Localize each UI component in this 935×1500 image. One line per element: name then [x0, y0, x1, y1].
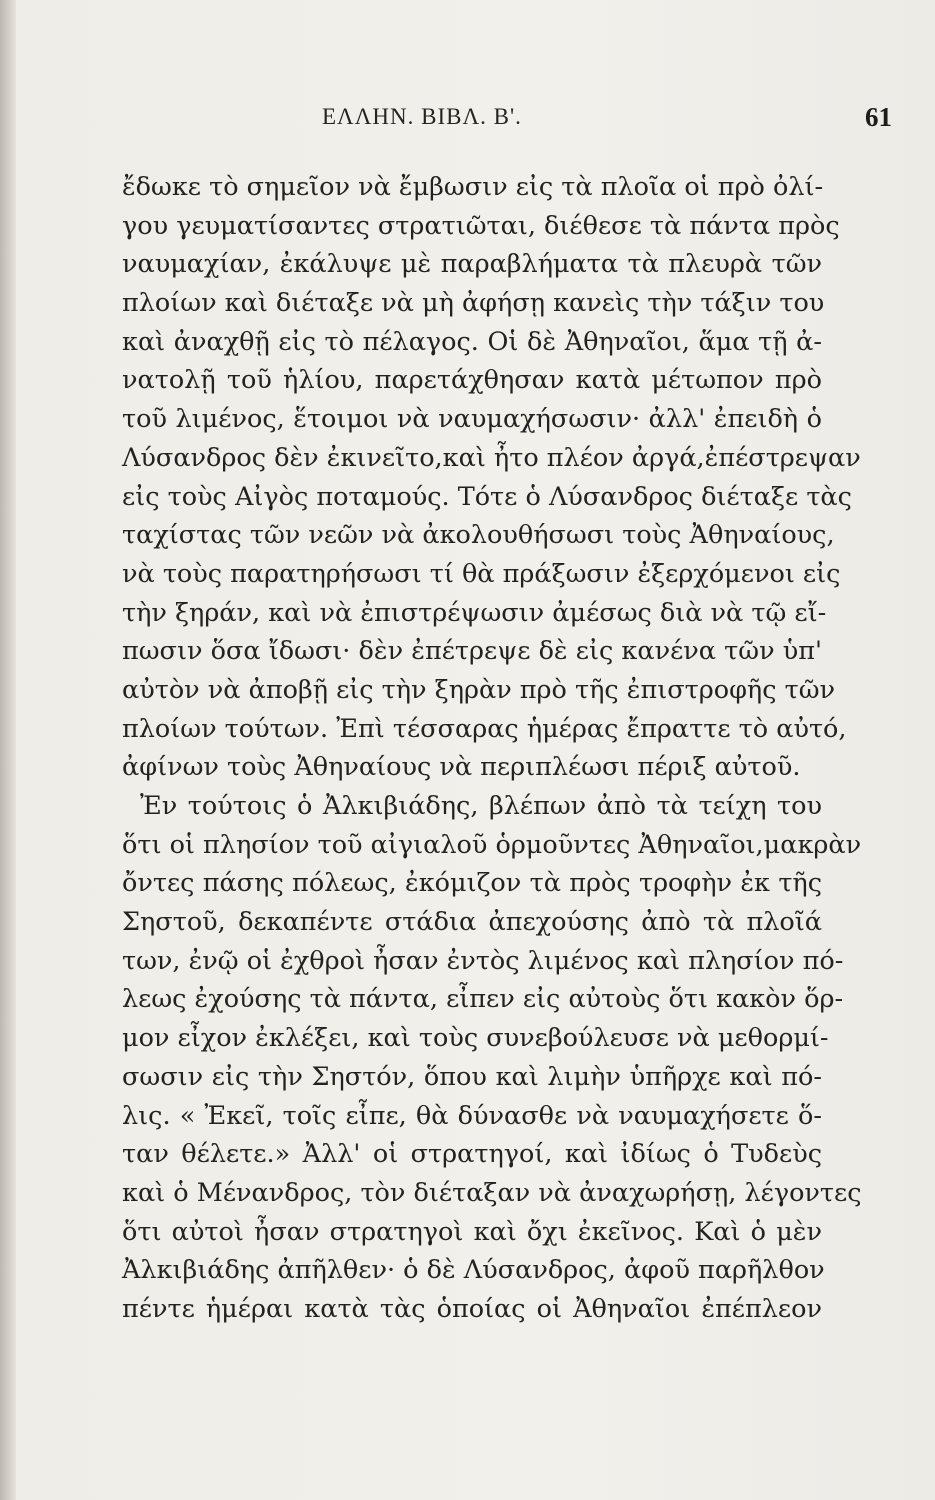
text-line: καὶ ἀναχθῇ εἰς τὸ πέλαγος. Οἱ δὲ Ἀθηναῖοι, ἅμα τῇ ἀ- — [122, 326, 822, 357]
text-line: γου γευματίσαντες στρατιῶται, διέθεσε τὰ πάντα πρὸς — [122, 210, 840, 241]
text-line: αὐτὸν νὰ ἀποβῇ εἰς τὴν ξηρὰν πρὸ τῆς ἐπιστροφῆς τῶν — [122, 674, 836, 705]
text-line: σωσιν εἰς τὴν Σηστόν, ὅπου καὶ λιμὴν ὑπῆρχε καὶ πό- — [122, 1061, 822, 1092]
text-line: λις. « Ἐκεῖ, τοῖς εἶπε, θὰ δύνασθε νὰ ναυμαχήσετε ὅ- — [122, 1100, 822, 1131]
text-line: πλοίων καὶ διέταξε νὰ μὴ ἀφήσῃ κανεὶς τὴν τάξιν του — [122, 288, 825, 319]
text-line: Λύσανδρος δὲν ἐκινεῖτο,καὶ ἦτο πλέον ἀργά,ἐπέστρεψαν — [122, 442, 861, 473]
text-line: ὄντες πάσης πόλεως, ἐκόμιζον τὰ πρὸς τροφὴν ἐκ τῆς — [122, 868, 822, 899]
paragraph-start-line: Ἐν τούτοις ὁ Ἀλκιβιάδης, βλέπων ἀπὸ τὰ τείχη του — [140, 791, 822, 821]
text-line: ταχίστας τῶν νεῶν νὰ ἀκολουθήσωσι τοὺς Ἀθηναίους, — [122, 520, 835, 551]
page-number: 61 — [865, 102, 892, 132]
text-line: εἰς τοὺς Αἰγὸς ποταμούς. Τότε ὁ Λύσανδρος διέταξε τὰς — [122, 481, 852, 512]
body-text — [122, 168, 862, 1329]
running-title: ΕΛΛΗΝ. ΒΙΒΛ. Β'. — [322, 104, 522, 129]
text-line: ἔδωκε τὸ σημεῖον νὰ ἔμβωσιν εἰς τὰ πλοῖα οἱ πρὸ ὀλί- — [122, 172, 824, 202]
text-line: καὶ ὁ Μένανδρος, τὸν διέταξαν νὰ ἀναχωρήσῃ, λέγοντες — [122, 1177, 862, 1208]
paragraph-end-line: ἀφίνων τοὺς Ἀθηναίους νὰ περιπλέωσι πέριξ αὐτοῦ. — [122, 752, 801, 783]
text-line: ὅτι αὐτοὶ ἦσαν στρατηγοὶ καὶ ὄχι ἐκεῖνος. Καὶ ὁ μὲν — [122, 1216, 822, 1247]
text-line: πλοίων τούτων. Ἐπὶ τέσσαρας ἡμέρας ἔπραττε τὸ αὐτό, — [122, 713, 847, 744]
text-line: μον εἶχον ἐκλέξει, καὶ τοὺς συνεβούλευσε νὰ μεθορμί- — [122, 1023, 829, 1054]
page-gutter-shadow — [0, 0, 16, 1500]
text-line: νὰ τοὺς παρατηρήσωσι τί θὰ πράξωσιν ἐξερχόμενοι εἰς — [122, 558, 841, 589]
page-header — [0, 104, 935, 144]
text-line: τὴν ξηράν, καὶ νὰ ἐπιστρέψωσιν ἀμέσως διὰ νὰ τῷ εἴ- — [122, 597, 827, 628]
text-line: πέντε ἡμέραι κατὰ τὰς ὁποίας οἱ Ἀθηναῖοι ἐπέπλεον — [122, 1293, 822, 1324]
text-line: ταν θέλετε.» Ἀλλ' οἱ στρατηγοί, καὶ ἰδίως ὁ Τυδεὺς — [122, 1139, 822, 1170]
text-line: των, ἐνῷ οἱ ἐχθροὶ ἦσαν ἐντὸς λιμένος καὶ πλησίον πό- — [122, 945, 844, 976]
text-line: ὅτι οἱ πλησίον τοῦ αἰγιαλοῦ ὁρμοῦντες Ἀθηναῖοι,μακρὰν — [122, 829, 862, 860]
text-line: τοῦ λιμένος, ἕτοιμοι νὰ ναυμαχήσωσιν· ἀλλ' ἐπειδὴ ὁ — [122, 404, 822, 435]
text-line: Σηστοῦ, δεκαπέντε στάδια ἀπεχούσης ἀπὸ τὰ πλοῖά — [122, 907, 822, 938]
text-line: νατολῇ τοῦ ἡλίου, παρετάχθησαν κατὰ μέτωπον πρὸ — [122, 365, 822, 396]
text-line: Ἀλκιβιάδης ἀπῆλθεν· ὁ δὲ Λύσανδρος, ἀφοῦ παρῆλθον — [122, 1255, 825, 1286]
text-line: πωσιν ὅσα ἴδωσι· δὲν ἐπέτρεψε δὲ εἰς κανένα τῶν ὑπ' — [122, 636, 822, 667]
text-line: ναυμαχίαν, ἐκάλυψε μὲ παραβλήματα τὰ πλευρὰ τῶν — [122, 249, 822, 280]
text-line: λεως ἐχούσης τὰ πάντα, εἶπεν εἰς αὐτοὺς ὅτι κακὸν ὅρ- — [122, 984, 844, 1015]
